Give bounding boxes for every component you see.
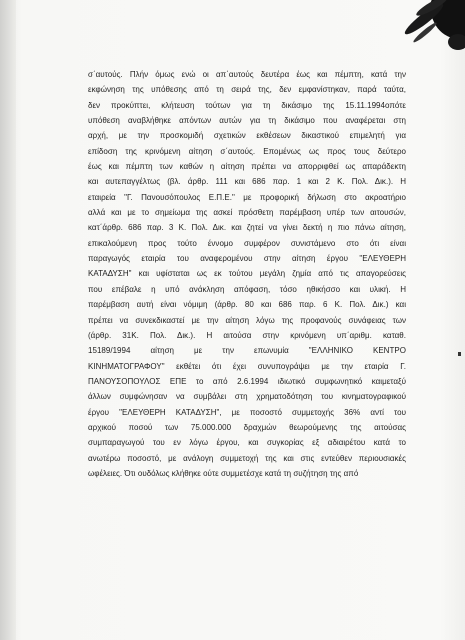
text-line: αρχικού ποσού των 75.000.000 δραχμών θεωρούμενης της αιτούσας (88, 422, 406, 432)
text-line: ΚΙΝΗΜΑΤΟΓΡΑΦΟΥ" εκθέτει ότι έχει συνυπογράψει με την εταιρία Γ. (88, 361, 406, 371)
text-line: παρέμβαση αυτή είναι νόμιμη (άρθρ. 80 και 686 παρ. 6 Κ. Πολ. Δικ.) και (88, 300, 406, 310)
text-line: και αυτεπαγγέλτως (βλ. άρθρ. 111 και 686 παρ. 1 και 2 Κ. Πολ. Δικ.). Η (88, 177, 406, 187)
text-line: συμπαραγωγού του εν λόγω έργου, και συγκορίας εξ αδιαιρέτου κατά το (88, 438, 406, 448)
margin-speck (458, 352, 461, 356)
text-line: ΚΑΤΑΔΥΣΗ" και υφίσταται ως εκ τούτου μεγάλη ζημία από τις απαγορεύσεις (88, 269, 406, 279)
text-line: παραγωγός εταιρία του αναφερομένου στην αίτηση έργου "ΕΛΕΥΘΕΡΗ (88, 254, 406, 264)
text-line: έως και πέμπτη των καθών η αίτηση πρέπει να απορριφθεί ως απαράδεκτη (88, 162, 406, 172)
text-line: ωφέλειες. Ότι ουδόλως κλήθηκε ούτε συμμετέσχε κατά τη συζήτηση της από (88, 468, 359, 478)
text-line: ανωτέρω ποσοστό, με ανάλογη συμμετοχή της και στις εντεύθεν περιουσιακές (88, 453, 406, 463)
text-line: κατ΄άρθρ. 686 παρ. 3 Κ. Πολ. Δικ. και ζητεί να γίνει δεκτή η πιο πάνω αίτηση, (88, 223, 406, 233)
document-body-text (88, 67, 406, 481)
text-line: (άρθρ. 31Κ. Πολ. Δικ.). Η αιτούσα στην κρινόμενη υπ΄αριθμ. καταθ. (88, 330, 406, 340)
text-line: πρέπει να συνεκδικαστεί με την αίτηση λόγω της προφανούς συνάφειας των (88, 315, 406, 325)
text-line: σ΄αυτούς. Πλήν όμως ενώ οι απ΄αυτούς δευτέρα έως και πέμπτη, κατά την (88, 70, 406, 79)
scan-left-edge-shadow (0, 0, 16, 640)
text-line: 15189/1994 αίτηση με την επωνυμία "ΕΛΛΗΝΙΚΟ ΚΕΝΤΡΟ (88, 346, 406, 356)
text-line: δεν προκύπτει, κλήτευση τούτων για τη δικάσιμο της 15.11.1994οπότε (88, 100, 406, 110)
text-line: υπόθεση αναβλήθηκε απόντων αυτών για τη δικάσιμο που αναφέρεται στη (88, 116, 406, 126)
text-line: επίδοση της κρινόμενη αίτηση σ΄αυτούς. Επομένως ως προς τους δεύτερο (88, 146, 406, 156)
text-line: έργου "ΕΛΕΥΘΕΡΗ ΚΑΤΑΔΥΣΗ", με ποσοστό συμμετοχής 36% αντί του (88, 407, 406, 417)
text-line: που επέβαλε η υπό ανάκληση απόφαση, τόσο ηθικήσσο και υλική. Η (88, 284, 406, 294)
text-line: εκφώνηση της υπόθεσης από τη σειρά της, δεν εμφανίστηκαν, παρά ταύτα, (88, 85, 406, 95)
text-line: επικαλούμενη προς τούτο έννομο συμφέρον συνιστάμενο στο ότι είναι (88, 238, 406, 248)
text-line: άλλων συμφώνησαν να συμβάλει στη χρηματοδότηση του κινηματογραφικού (88, 392, 406, 402)
text-line: αλλά και με το σημείωμα της ασκεί πρόσθετη παρέμβαση υπέρ των αιτουσών, (88, 208, 406, 218)
text-line: εταιρεία "Γ. Πανουσόπουλος Ε.Π.Ε." με προφορική δήλωση στο ακροατήριο (88, 192, 406, 202)
text-line: ΠΑΝΟΥΣΟΠΟΥΛΟΣ ΕΠΕ το από 2.6.1994 ιδιωτικό συμφωνητικό καιμεταξύ (88, 376, 406, 386)
text-line: αρχή, με την προσκομιδή σχετικών εκθέσεων δικαστικού επιμελητή για (88, 131, 406, 141)
ink-blot-corner (392, 0, 465, 58)
